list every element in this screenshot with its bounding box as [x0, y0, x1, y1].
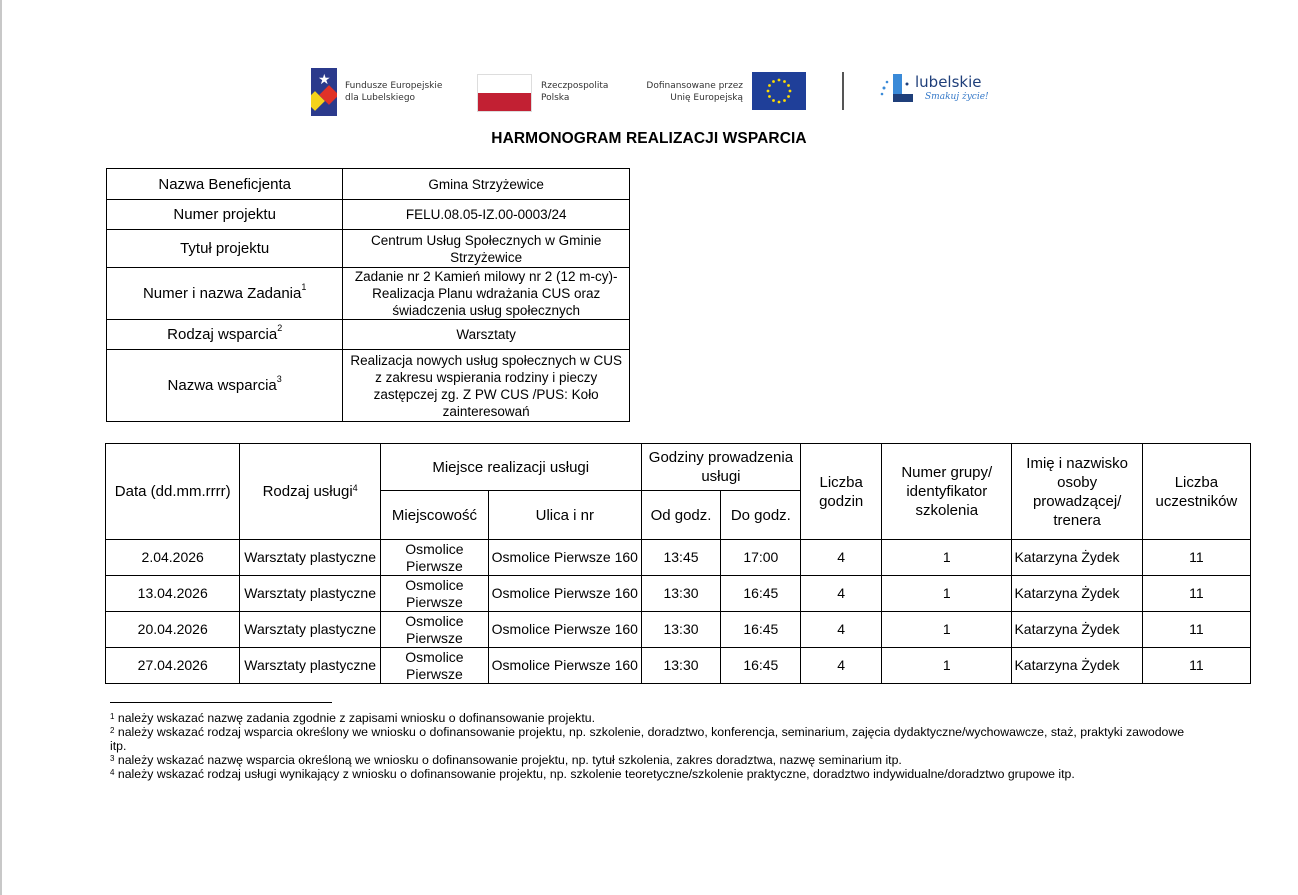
- cell-town: Osmolice Pierwsze: [380, 612, 488, 648]
- schedule-row: [106, 648, 1251, 684]
- eu-star: [778, 101, 781, 104]
- cell-street: Osmolice Pierwsze 160: [489, 576, 642, 612]
- cell-hours: 4: [801, 540, 882, 576]
- info-row: [107, 230, 630, 268]
- header-group: Numer grupy/ identyfikator szkolenia: [882, 444, 1012, 540]
- info-value: Gmina Strzyżewice: [343, 169, 630, 200]
- header-service-type: Rodzaj usługi$^4$: [240, 444, 380, 540]
- logo-divider: [842, 72, 844, 110]
- cell-to: 16:45: [721, 576, 801, 612]
- header-trainer: Imię i nazwisko osoby prowadzącej/ trenera: [1012, 444, 1142, 540]
- eu-star: [768, 95, 771, 98]
- cell-from: 13:30: [641, 576, 721, 612]
- cell-date: 27.04.2026: [106, 648, 240, 684]
- cell-hours: 4: [801, 648, 882, 684]
- cell-to: 16:45: [721, 648, 801, 684]
- cell-service: Warsztaty plastyczne: [240, 540, 380, 576]
- cell-group: 1: [882, 612, 1012, 648]
- header-town: Miejscowość: [380, 491, 488, 540]
- cell-town: Osmolice Pierwsze: [380, 540, 488, 576]
- info-key: Tytuł projektu: [107, 230, 343, 268]
- eu-cofinancing-text: Dofinansowane przez Unię Europejską: [646, 81, 743, 103]
- schedule-table: [105, 443, 1251, 684]
- cell-trainer: Katarzyna Żydek: [1012, 648, 1142, 684]
- footnote-ref: 2: [277, 323, 283, 333]
- info-value: FELU.08.05-IZ.00-0003/24: [343, 200, 630, 230]
- eu-star: [787, 84, 790, 87]
- cell-group: 1: [882, 540, 1012, 576]
- cell-to: 16:45: [721, 612, 801, 648]
- footnote: $^1$ należy wskazać nazwę zadania zgodnie z zapisami wniosku o dofinansowanie projektu.: [110, 711, 595, 725]
- header-from: Od godz.: [641, 491, 721, 540]
- project-info-table: [106, 168, 630, 422]
- lubelskie-logo-icon: [879, 72, 915, 108]
- info-key: Numer projektu: [107, 200, 343, 230]
- cell-group: 1: [882, 648, 1012, 684]
- cell-participants: 11: [1142, 576, 1250, 612]
- footnote: $^2$ należy wskazać rodzaj wsparcia określony we wniosku o dofinansowanie projektu, np. szkolenie, doradztwo, konferencja, seminarium, zajęcia dydaktyczne/wychowawcze, staż, praktyki zawodowe itp.: [110, 725, 1185, 753]
- cell-trainer: Katarzyna Żydek: [1012, 540, 1142, 576]
- info-key: Numer i nazwa Zadania$^1$: [107, 268, 343, 320]
- info-row: [107, 169, 630, 200]
- info-value: Warsztaty: [343, 320, 630, 350]
- header-street: Ulica i nr: [489, 491, 642, 540]
- fundusze-europejskie-text: Fundusze Europejskie dla Lubelskiego: [345, 81, 443, 103]
- eu-star: [787, 95, 790, 98]
- cell-date: 13.04.2026: [106, 576, 240, 612]
- info-row: [107, 268, 630, 320]
- eu-star: [789, 90, 792, 93]
- info-row: [107, 200, 630, 230]
- polish-flag-icon: [477, 74, 532, 112]
- cell-to: 17:00: [721, 540, 801, 576]
- cell-participants: 11: [1142, 540, 1250, 576]
- rzeczpospolita-polska-text: Rzeczpospolita Polska: [541, 81, 609, 103]
- info-value: Realizacja nowych usług społecznych w CUS z zakresu wspierania rodziny i pieczy zastępczej zg. Z PW CUS /PUS: Koło zainteresowań: [343, 350, 630, 422]
- cell-service: Warsztaty plastyczne: [240, 612, 380, 648]
- eu-star: [783, 80, 786, 83]
- cell-street: Osmolice Pierwsze 160: [489, 648, 642, 684]
- cell-date: 20.04.2026: [106, 612, 240, 648]
- cell-date: 2.04.2026: [106, 540, 240, 576]
- cell-group: 1: [882, 576, 1012, 612]
- header-to: Do godz.: [721, 491, 801, 540]
- schedule-row: [106, 540, 1251, 576]
- cell-trainer: Katarzyna Żydek: [1012, 576, 1142, 612]
- header-hours: Godziny prowadzenia usługi: [641, 444, 801, 491]
- footnote-ref: 1: [301, 282, 307, 292]
- cell-trainer: Katarzyna Żydek: [1012, 612, 1142, 648]
- document-title: HARMONOGRAM REALIZACJI WSPARCIA: [491, 130, 807, 147]
- footnote: $^3$ należy wskazać nazwę wsparcia określoną we wniosku o dofinansowanie projektu, np. tytuł szkolenia, zakres doradztwa, nazwę seminarium itp.: [110, 753, 902, 767]
- footnote: $^4$ należy wskazać rodzaj usługi wynikający z wniosku o dofinansowanie projektu, np. szkolenie teoretyczne/szkolenie praktyczne, doradztwo indywidualne/doradztwo grupowe itp.: [110, 767, 1075, 781]
- fundusze-europejskie-logo-icon: ★: [311, 68, 337, 116]
- schedule-row: [106, 576, 1251, 612]
- cell-street: Osmolice Pierwsze 160: [489, 540, 642, 576]
- cell-hours: 4: [801, 612, 882, 648]
- schedule-row: [106, 612, 1251, 648]
- info-value: Zadanie nr 2 Kamień milowy nr 2 (12 m-cy)-Realizacja Planu wdrażania CUS oraz świadczenia usług społecznych: [343, 268, 630, 320]
- cell-town: Osmolice Pierwsze: [380, 648, 488, 684]
- header-place: Miejsce realizacji usługi: [380, 444, 641, 491]
- cell-from: 13:30: [641, 648, 721, 684]
- eu-flag-icon: [752, 72, 806, 110]
- header-date: Data (dd.mm.rrrr): [106, 444, 240, 540]
- cell-town: Osmolice Pierwsze: [380, 576, 488, 612]
- logo-strip: [305, 64, 1005, 120]
- eu-star: [783, 99, 786, 102]
- lubelskie-text: lubelskie: [915, 73, 982, 91]
- eu-star: [768, 84, 771, 87]
- footnote-ref: 3: [276, 374, 282, 384]
- cell-service: Warsztaty plastyczne: [240, 648, 380, 684]
- info-value: Centrum Usług Społecznych w Gminie Strzyżewice: [343, 230, 630, 268]
- cell-street: Osmolice Pierwsze 160: [489, 612, 642, 648]
- cell-service: Warsztaty plastyczne: [240, 576, 380, 612]
- eu-star: [778, 79, 781, 82]
- header-participants: Liczba uczestników: [1142, 444, 1250, 540]
- cell-participants: 11: [1142, 612, 1250, 648]
- footnotes: [110, 711, 1200, 781]
- info-row: [107, 350, 630, 422]
- info-key: Nazwa wsparcia$^3$: [107, 350, 343, 422]
- cell-from: 13:45: [641, 540, 721, 576]
- cell-hours: 4: [801, 576, 882, 612]
- eu-star: [767, 90, 770, 93]
- header-hours-count: Liczba godzin: [801, 444, 882, 540]
- footnote-separator: [110, 702, 332, 703]
- lubelskie-slogan: Smakuj życie!: [925, 92, 989, 102]
- info-key: Rodzaj wsparcia$^2$: [107, 320, 343, 350]
- cell-participants: 11: [1142, 648, 1250, 684]
- eu-star: [772, 80, 775, 83]
- cell-from: 13:30: [641, 612, 721, 648]
- info-row: [107, 320, 630, 350]
- info-key: Nazwa Beneficjenta: [107, 169, 343, 200]
- eu-star: [772, 99, 775, 102]
